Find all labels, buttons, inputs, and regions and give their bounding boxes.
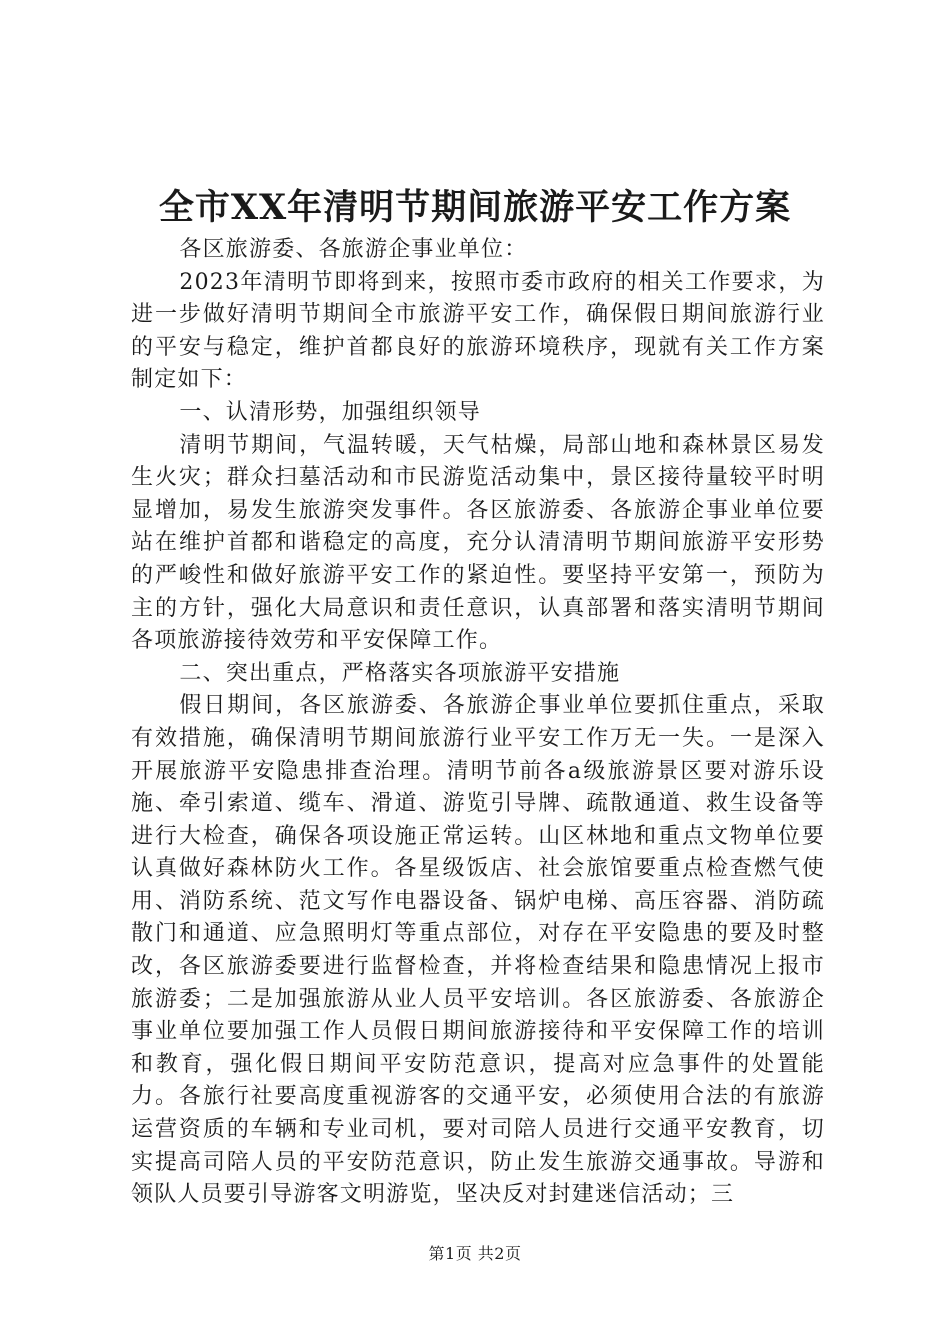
section-heading-1: 一、认清形势，加强组织领导 [179,399,481,425]
document-body [131,234,825,1212]
intro-paragraph: 2023年清明节即将到来，按照市委市政府的相关工作要求，为进一步做好清明节期间全市旅游平安工作，确保假日期间旅游行业的平安与稳定，维护首都良好的旅游环境秩序，现就有关工作方案制定如下： [131,269,825,393]
document-title: 全市XX年清明节期间旅游平安工作方案 [158,187,792,228]
section-2-paragraph: 假日期间，各区旅游委、各旅游企事业单位要抓住重点，采取有效措施，确保清明节期间旅游行业平安工作万无一失。一是深入开展旅游平安隐患排查治理。清明节前各a级旅游景区要对游乐设施、牵引索道、缆车、滑道、游览引导牌、疏散通道、救生设备等进行大检查，确保各项设施正常运转。山区林地和重点文物单位要认真做好森林防火工作。各星级饭店、社会旅馆要重点检查燃气使用、消防系统、范文写作电器设备、锅炉电梯、高压容器、消防疏散门和通道、应急照明灯等重点部位，对存在平安隐患的要及时整改，各区旅游委要进行监督检查，并将检查结果和隐患情况上报市旅游委；二是加强旅游从业人员平安培训。各区旅游委、各旅游企事业单位要加强工作人员假日期间旅游接待和平安保障工作的培训和教育，强化假日期间平安防范意识，提高对应急事件的处置能力。各旅行社要高度重视游客的交通平安，必须使用合法的有旅游运营资质的车辆和专业司机，要对司陪人员进行交通平安教育，切实提高司陪人员的平安防范意识，防止发生旅游交通事故。导游和领队人员要引导游客文明游览，坚决反对封建迷信活动；三 [131,693,825,1208]
page-number-footer: 第1页 共2页 [428,1244,522,1263]
section-heading-2: 二、突出重点，严格落实各项旅游平安措施 [179,660,621,686]
section-1-paragraph: 清明节期间，气温转暖，天气枯燥，局部山地和森林景区易发生火灾；群众扫墓活动和市民游览活动集中，景区接待量较平时明显增加，易发生旅游突发事件。各区旅游委、各旅游企事业单位要站在维护首都和谐稳定的高度，充分认清清明节期间旅游平安形势的严峻性和做好旅游平安工作的紧迫性。要坚持平安第一，预防为主的方针，强化大局意识和责任意识，认真部署和落实清明节期间各项旅游接待效劳和平安保障工作。 [131,432,825,654]
salutation-paragraph: 各区旅游委、各旅游企事业单位： [179,237,528,262]
